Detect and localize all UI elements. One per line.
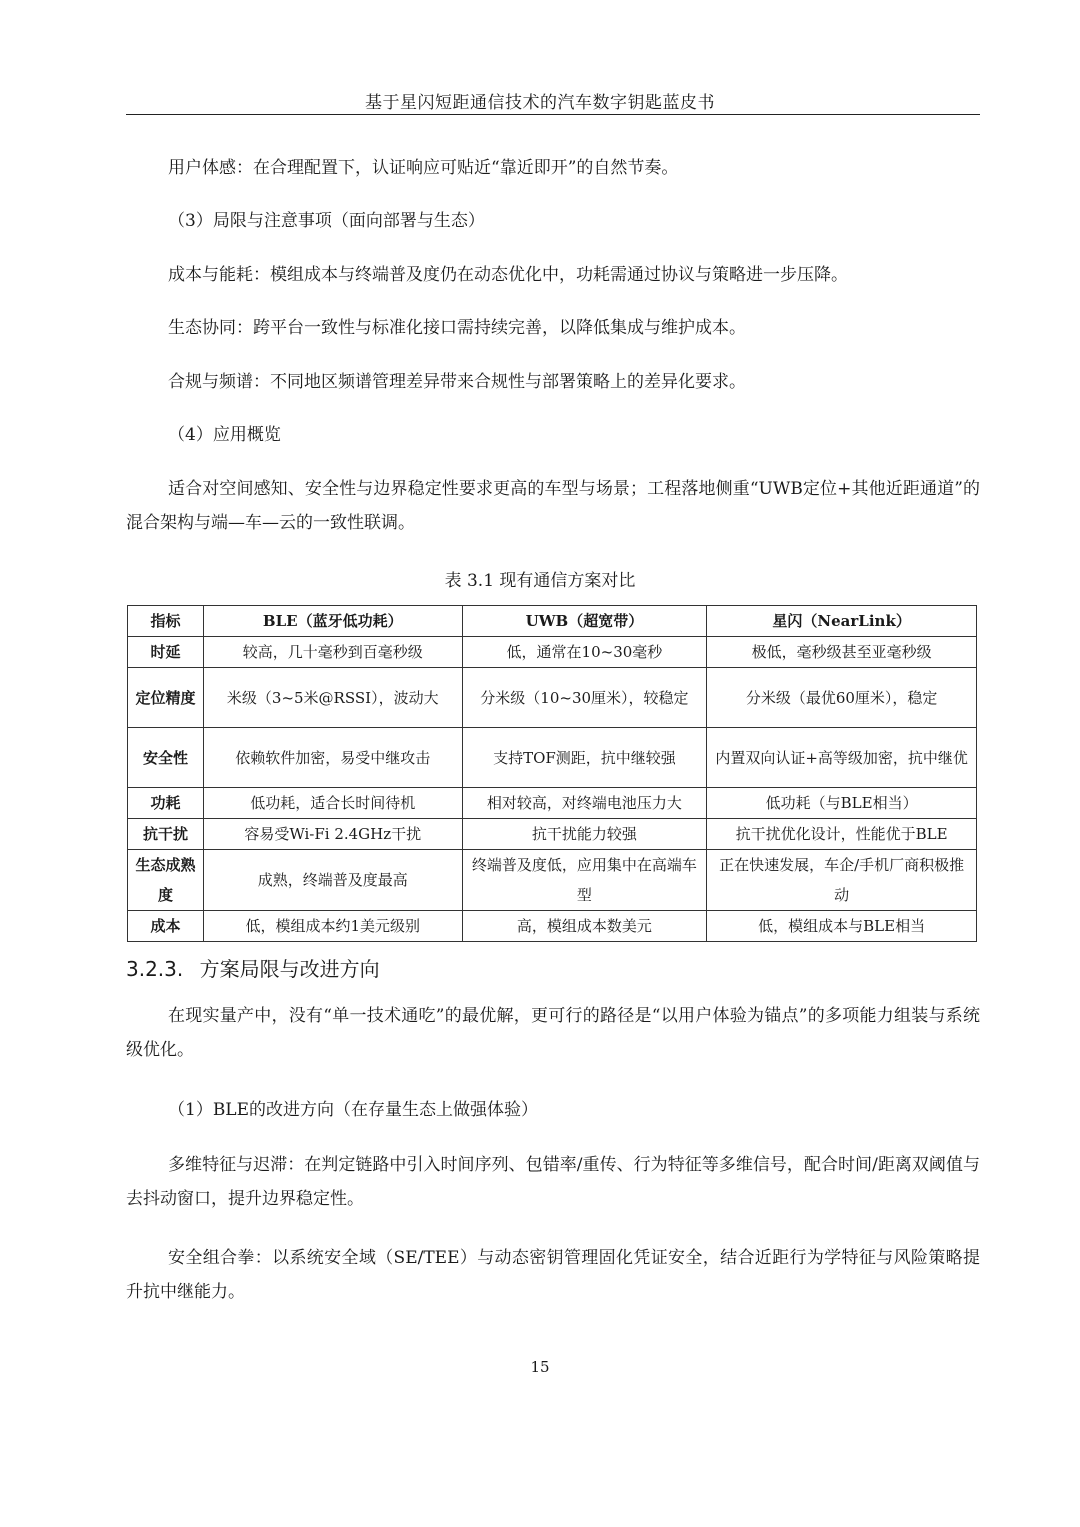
row-label: 时延	[128, 637, 204, 668]
paragraph-user-experience: 用户体感：在合理配置下，认证响应可贴近“靠近即开”的自然节奏。	[168, 158, 679, 178]
cell-ble: 米级（3~5米@RSSI），波动大	[203, 668, 462, 728]
cell-nearlink: 低，模组成本与BLE相当	[707, 911, 977, 942]
paragraph-compliance: 合规与频谱：不同地区频谱管理差异带来合规性与部署策略上的差异化要求。	[168, 372, 746, 392]
paragraph-multidimensional: 多维特征与迟滞：在判定链路中引入时间序列、包错率/重传、行为特征等多维信号，配合时间/距离双阈值与去抖动窗口，提升边界稳定性。	[126, 1155, 980, 1209]
header-uwb: UWB（超宽带）	[462, 606, 707, 637]
paragraph-security: 安全组合拳：以系统安全域（SE/TEE）与动态密钥管理固化凭证安全，结合近距行为学特征与风险策略提升抗中继能力。	[126, 1248, 980, 1302]
cell-nearlink: 低功耗（与BLE相当）	[707, 788, 977, 819]
row-label: 安全性	[128, 728, 204, 788]
row-label: 功耗	[128, 788, 204, 819]
table-caption: 表 3.1 现有通信方案对比	[444, 571, 636, 591]
paragraph-ecosystem: 生态协同：跨平台一致性与标准化接口需持续完善，以降低集成与维护成本。	[168, 318, 746, 338]
row-label: 抗干扰	[128, 819, 204, 850]
subheading-limitations: （3）局限与注意事项（面向部署与生态）	[168, 211, 485, 231]
paragraph-application: 适合对空间感知、安全性与边界稳定性要求更高的车型与场景；工程落地侧重“UWB定位+其他近距通道”的混合架构与端—车—云的一致性联调。	[126, 479, 980, 533]
section-heading	[126, 952, 380, 986]
cell-uwb: 支持TOF测距，抗中继较强	[462, 728, 707, 788]
cell-ble: 低，模组成本约1美元级别	[203, 911, 462, 942]
subheading-overview: （4）应用概览	[168, 425, 281, 445]
cell-ble: 依赖软件加密，易受中继攻击	[203, 728, 462, 788]
table-row	[128, 911, 977, 942]
header-nearlink: 星闪（NearLink）	[707, 606, 977, 637]
header-metric: 指标	[128, 606, 204, 637]
row-label: 成本	[128, 911, 204, 942]
cell-nearlink: 极低，毫秒级甚至亚毫秒级	[707, 637, 977, 668]
page-number: 15	[530, 1358, 550, 1376]
cell-nearlink: 内置双向认证+高等级加密，抗中继优	[707, 728, 977, 788]
row-label: 定位精度	[128, 668, 204, 728]
cell-nearlink: 抗干扰优化设计，性能优于BLE	[707, 819, 977, 850]
row-label: 生态成熟度	[128, 850, 204, 911]
cell-uwb: 抗干扰能力较强	[462, 819, 707, 850]
cell-uwb: 分米级（10~30厘米），较稳定	[462, 668, 707, 728]
table-row	[128, 819, 977, 850]
cell-ble: 低功耗，适合长时间待机	[203, 788, 462, 819]
table-row	[128, 637, 977, 668]
running-header: 基于星闪短距通信技术的汽车数字钥匙蓝皮书	[365, 93, 715, 113]
table-header-row	[128, 606, 977, 637]
paragraph-intro: 在现实量产中，没有“单一技术通吃”的最优解，更可行的路径是“以用户体验为锚点”的多项能力组装与系统级优化。	[126, 1006, 980, 1060]
section-title-text: 方案局限与改进方向	[199, 957, 380, 981]
cell-nearlink: 分米级（最优60厘米），稳定	[707, 668, 977, 728]
table-row	[128, 788, 977, 819]
cell-uwb: 相对较高，对终端电池压力大	[462, 788, 707, 819]
paragraph-cost-energy: 成本与能耗：模组成本与终端普及度仍在动态优化中，功耗需通过协议与策略进一步压降。	[168, 265, 848, 285]
cell-uwb: 低，通常在10~30毫秒	[462, 637, 707, 668]
table-row	[128, 850, 977, 911]
cell-ble: 成熟，终端普及度最高	[203, 850, 462, 911]
cell-ble: 容易受Wi-Fi 2.4GHz干扰	[203, 819, 462, 850]
comparison-table	[127, 605, 977, 942]
header-rule	[126, 114, 980, 115]
section-number: 3.2.3.	[126, 957, 184, 981]
subheading-ble-improvement: （1）BLE的改进方向（在存量生态上做强体验）	[168, 1100, 539, 1120]
table-row	[128, 668, 977, 728]
header-ble: BLE（蓝牙低功耗）	[203, 606, 462, 637]
cell-ble: 较高，几十毫秒到百毫秒级	[203, 637, 462, 668]
table-row	[128, 728, 977, 788]
cell-uwb: 终端普及度低，应用集中在高端车型	[462, 850, 707, 911]
cell-uwb: 高，模组成本数美元	[462, 911, 707, 942]
cell-nearlink: 正在快速发展，车企/手机厂商积极推动	[707, 850, 977, 911]
